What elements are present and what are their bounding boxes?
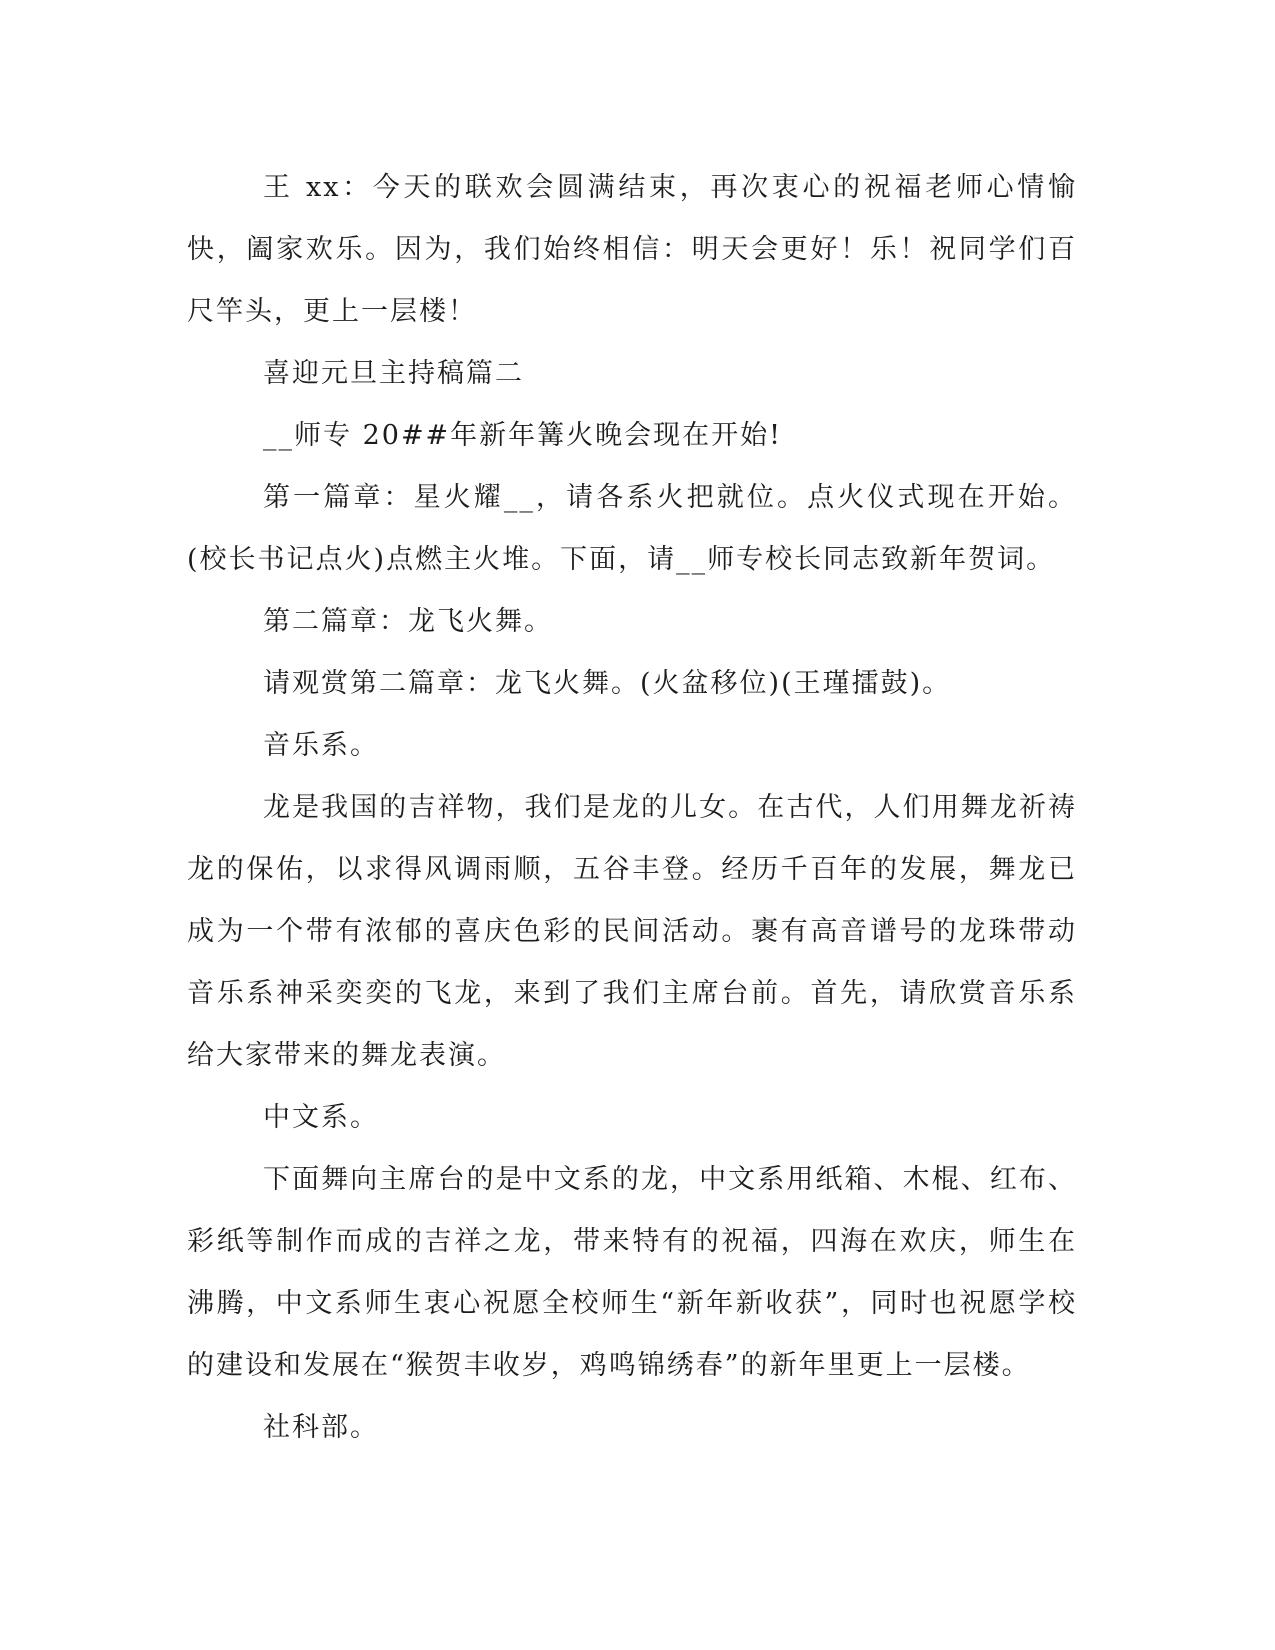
document-body	[187, 157, 1077, 1459]
paragraph-closing-remarks: 王 xx：今天的联欢会圆满结束，再次衷心的祝福老师心情愉快，阖家欢乐。因为，我们始终相信：明天会更好！乐！祝同学们百尺竿头，更上一层楼！	[187, 172, 1077, 327]
paragraph-chapter-one: 第一篇章：星火耀__，请各系火把就位。点火仪式现在开始。(校长书记点火)点燃主火堆。下面，请__师专校长同志致新年贺词。	[187, 482, 1077, 575]
paragraph-opening: __师专 20##年新年篝火晚会现在开始!	[263, 420, 783, 451]
heading-social-science-dept: 社科部。	[263, 1412, 379, 1443]
section-title: 喜迎元旦主持稿篇二	[263, 358, 524, 389]
paragraph-music-dept: 龙是我国的吉祥物，我们是龙的儿女。在古代，人们用舞龙祈祷龙的保佑，以求得风调雨顺，五谷丰登。经历千百年的发展，舞龙已成为一个带有浓郁的喜庆色彩的民间活动。裹有高音谱号的龙珠带动音乐系神采奕奕的飞龙，来到了我们主席台前。首先，请欣赏音乐系给大家带来的舞龙表演。	[187, 792, 1077, 1071]
paragraph-chapter-two: 请观赏第二篇章：龙飞火舞。(火盆移位)(王瑾擂鼓)。	[263, 668, 952, 699]
paragraph-chapter-two-title: 第二篇章：龙飞火舞。	[263, 606, 553, 637]
paragraph-chinese-dept: 下面舞向主席台的是中文系的龙，中文系用纸箱、木棍、红布、彩纸等制作而成的吉祥之龙，带来特有的祝福，四海在欢庆，师生在沸腾，中文系师生衷心祝愿全校师生“新年新收获”，同时也祝愿学校的建设和发展在“猴贺丰收岁，鸡鸣锦绣春”的新年里更上一层楼。	[187, 1164, 1077, 1381]
heading-chinese-dept: 中文系。	[263, 1102, 379, 1133]
heading-music-dept: 音乐系。	[263, 730, 379, 761]
